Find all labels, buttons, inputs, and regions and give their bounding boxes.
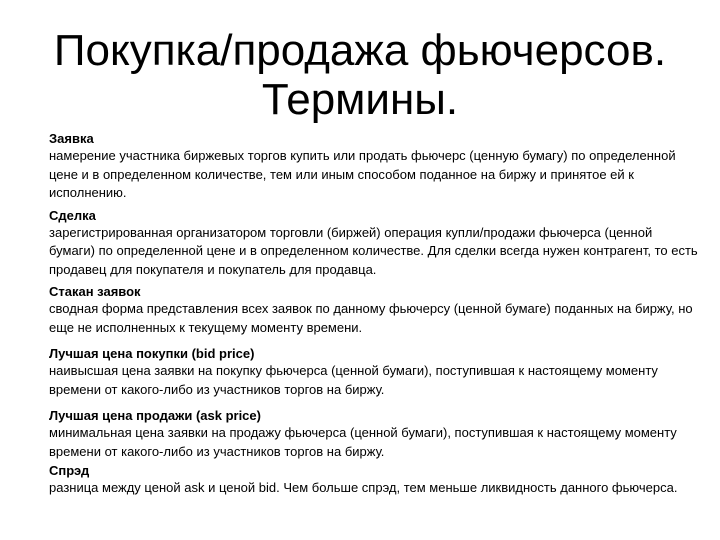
- title-line-1: Покупка/продажа фьючерсов.: [53, 26, 667, 75]
- term-item: [49, 463, 699, 498]
- term-name: Стакан заявок: [49, 284, 141, 299]
- term-definition: намерение участника биржевых торгов купить или продать фьючерс (ценную бумагу) по определенной цене и в определенном количестве, тем или иным способом поданное на биржу и принятое ей к исполнению.: [49, 148, 676, 200]
- term-item: [49, 208, 699, 280]
- term-name: Спрэд: [49, 463, 90, 478]
- term-name: Лучшая цена продажи (ask price): [49, 408, 261, 423]
- term-item: [49, 284, 699, 337]
- term-definition: наивысшая цена заявки на покупку фьючерса (ценной бумаги), поступившая к настоящему моменту времени от какого-либо из участников торгов на биржу.: [49, 363, 658, 397]
- terms-list: [49, 131, 699, 504]
- term-item: [49, 408, 699, 461]
- term-name: Заявка: [49, 131, 94, 146]
- term-definition: зарегистрированная организатором торговли (биржей) операция купли/продажи фьючерса (ценной бумаги) по определенной цене и в определенном количестве. Для сделки всегда нужен контрагент, то есть продавец для покупателя и покупатель для продавца.: [49, 224, 698, 277]
- term-definition: сводная форма представления всех заявок по данному фьючерсу (ценной бумаге) поданных на биржу, но еще не исполненных к текущему моменту времени.: [49, 301, 693, 335]
- term-name: Лучшая цена покупки (bid price): [49, 346, 255, 361]
- term-item: [49, 346, 699, 399]
- page-title: [0, 26, 720, 124]
- term-item: [49, 131, 699, 203]
- term-name: Сделка: [49, 207, 96, 223]
- title-line-2: Термины.: [261, 75, 459, 124]
- term-definition: минимальная цена заявки на продажу фьючерса (ценной бумаги), поступившая к настоящему моменту времени от какого-либо из участников торгов на биржу.: [49, 425, 677, 459]
- term-definition: разница между ценой ask и ценой bid. Чем больше спрэд, тем меньше ликвидность данного фьючерса.: [49, 480, 678, 495]
